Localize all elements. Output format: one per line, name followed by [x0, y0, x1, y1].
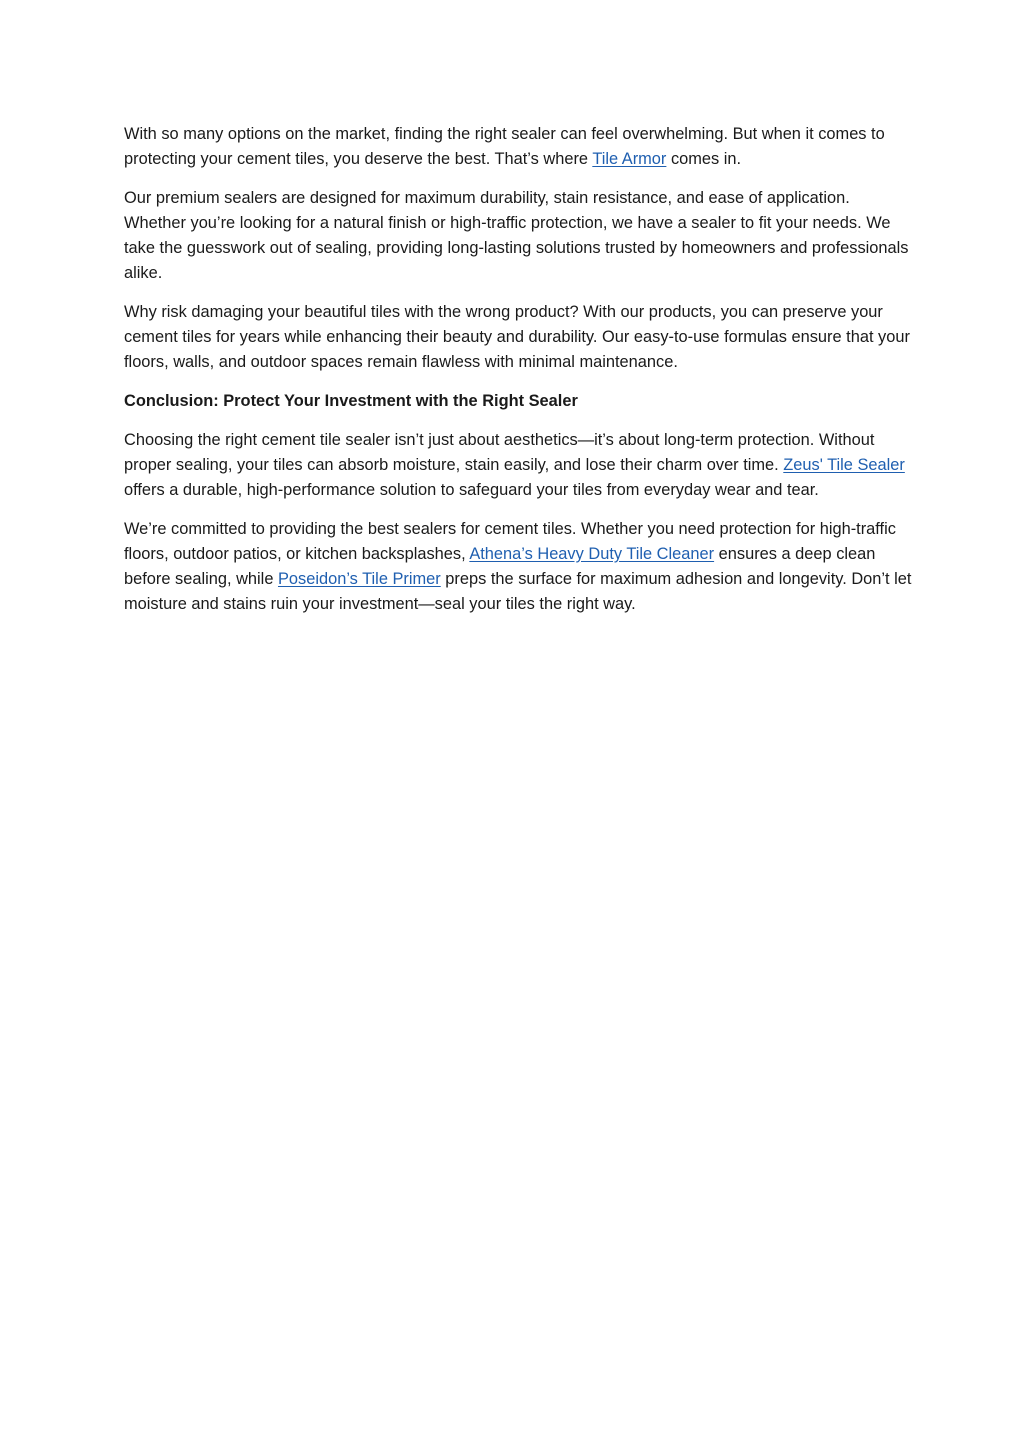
paragraph-committed-middle: ensures a deep clean before sealing, while [124, 545, 876, 588]
document-body [124, 122, 914, 631]
paragraph-choosing [124, 428, 914, 503]
poseidon-primer-link[interactable]: Poseidon’s Tile Primer [277, 570, 441, 588]
paragraph-choosing-tail: offers a durable, high-performance solution to safeguard your tiles from everyday wear and tear. [124, 481, 819, 499]
paragraph-intro-text: With so many options on the market, finding the right sealer can feel overwhelming. But when it comes to protecting your cement tiles, you deserve the best. That’s where [124, 125, 885, 168]
athena-cleaner-link[interactable]: Athena’s Heavy Duty Tile Cleaner [469, 545, 715, 563]
paragraph-intro-tail: comes in. [666, 150, 742, 168]
paragraph-committed-text: We’re committed to providing the best sealers for cement tiles. Whether you need protection for high-traffic floors, outdoor patios, or kitchen backsplashes, [124, 520, 896, 563]
paragraph-premium-sealers: Our premium sealers are designed for maximum durability, stain resistance, and ease of application. Whether you’re looking for a natural finish or high-traffic protection, we have a sealer to fit your needs. We take the guesswork out of sealing, providing long-lasting solutions trusted by homeowners and professionals alike. [124, 189, 909, 282]
conclusion-heading: Conclusion: Protect Your Investment with the Right Sealer [124, 392, 578, 410]
paragraph-why-risk: Why risk damaging your beautiful tiles with the wrong product? With our products, you can preserve your cement tiles for years while enhancing their beauty and durability. Our easy-to-use formulas ensure that your floors, walls, and outdoor spaces remain flawless with minimal maintenance. [124, 303, 910, 371]
tile-armor-link[interactable]: Tile Armor [592, 150, 667, 168]
zeus-tile-sealer-link[interactable]: Zeus' Tile Sealer [783, 456, 905, 474]
paragraph-intro [124, 122, 914, 172]
paragraph-choosing-text: Choosing the right cement tile sealer isn’t just about aesthetics—it’s about long-term protection. Without proper sealing, your tiles can absorb moisture, stain easily, and lose their charm over time. [124, 431, 875, 474]
paragraph-committed-tail: preps the surface for maximum adhesion and longevity. Don’t let moisture and stains ruin your investment—seal your tiles the right way. [124, 570, 912, 613]
paragraph-committed [124, 517, 914, 617]
